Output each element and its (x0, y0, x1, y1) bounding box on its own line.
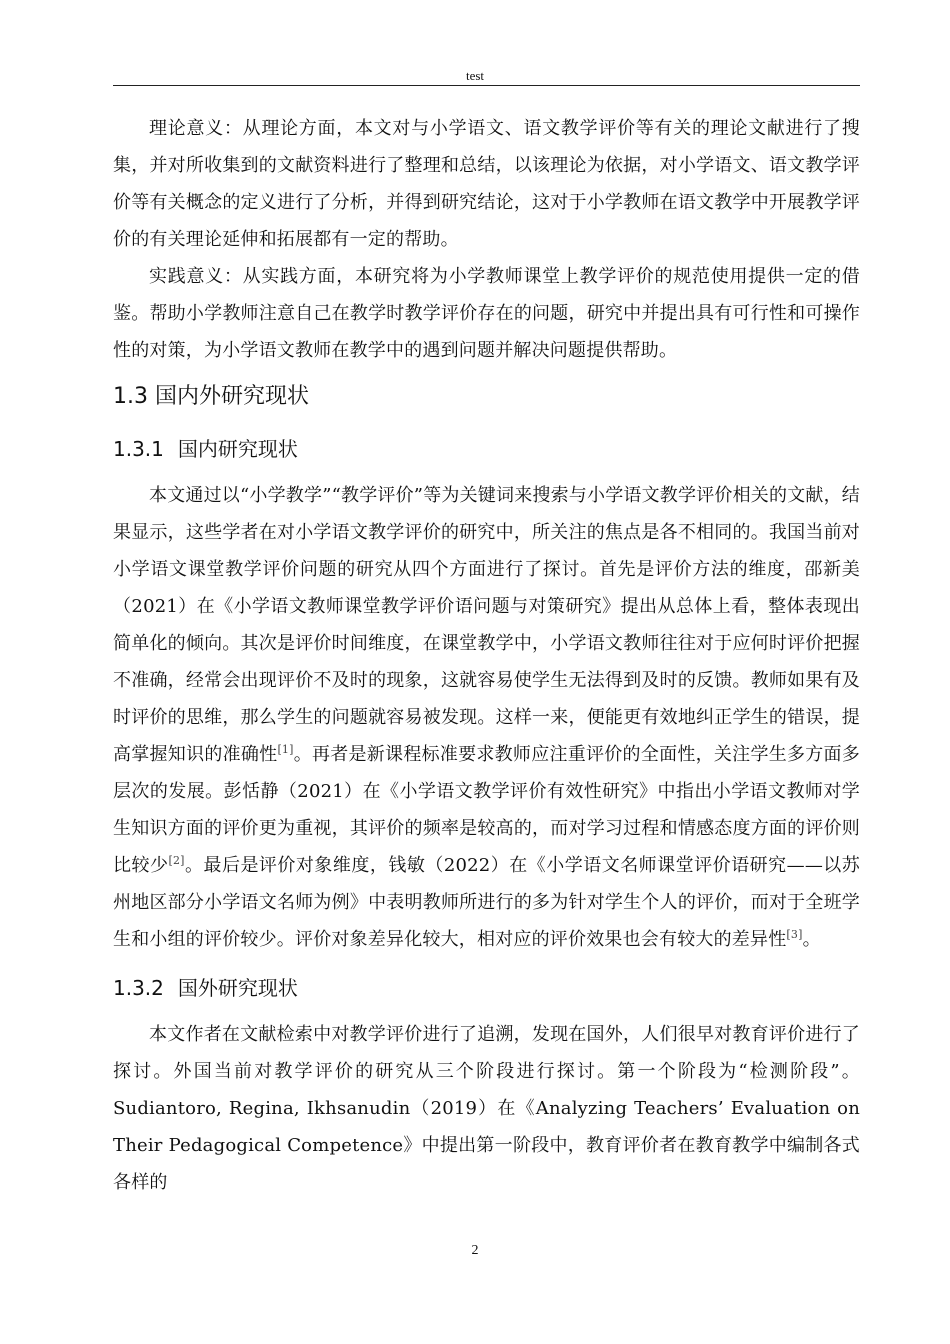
citation-ref: [3] (786, 928, 803, 941)
subsection-number: 1.3.1 (113, 437, 164, 461)
subsection-heading-foreign (113, 968, 860, 1008)
citation-ref: [2] (168, 854, 185, 867)
paragraph-theory: 理论意义：从理论方面，本文对与小学语文、语文教学评价等有关的理论文献进行了搜集，并对所收集到的文献资料进行了整理和总结，以该理论为依据，对小学语文、语文教学评价等有关概念的定义进行了分析，并得到研究结论，这对于小学教师在语文教学中开展教学评价的有关理论延伸和拓展都有一定的帮助。 (113, 118, 860, 250)
citation-ref: [1] (277, 743, 294, 756)
paragraph-foreign: 本文作者在文献检索中对教学评价进行了追溯，发现在国外，人们很早对教育评价进行了探讨。外国当前对教学评价的研究从三个阶段进行探讨。第一个阶段为“检测阶段”。Sudiantoro, Regina, Ikhsanudin（2019）在《Analyzing Teachers’ Evaluation on Their Pedagogical Competence》中提出第一阶段中，教育评价者在教育教学中编制各式各样的 (113, 1024, 860, 1193)
text-run: 。再者是新课程标准要求教师应注重评价的全面性，关注学生多方面多层次的发展。彭恬静（2021）在《小学语文教学评价有效性研究》中指出小学语文教师对学生知识方面的评价更为重视，其评价的频率是较高的，而对学习过程和情感态度方面的评价则比较少 (113, 744, 860, 876)
paragraph-practice: 实践意义：从实践方面，本研究将为小学教师课堂上教学评价的规范使用提供一定的借鉴。帮助小学教师注意自己在教学时教学评价存在的问题，研究中并提出具有可行性和可操作性的对策，为小学语文教师在教学中的遇到问题并解决问题提供帮助。 (113, 266, 860, 361)
header-rule (113, 85, 860, 86)
paragraph-domestic (113, 477, 860, 958)
subsection-number: 1.3.2 (113, 976, 164, 1000)
subsection-heading-domestic (113, 429, 860, 469)
subsection-title: 国内研究现状 (177, 437, 298, 461)
page-number: 2 (471, 1243, 479, 1258)
section-heading: 1.3 国内外研究现状 (113, 384, 309, 409)
page-body (113, 110, 860, 1201)
text-run: 。 (802, 929, 821, 950)
text-run: 本文通过以“小学教学”“教学评价”等为关键词来搜索与小学语文教学评价相关的文献，结果显示，这些学者在对小学语文教学评价的研究中，所关注的焦点是各不相同的。我国当前对小学语文课堂教学评价问题的研究从四个方面进行了探讨。首先是评价方法的维度，邵新美（2021）在《小学语文教师课堂教学评价语问题与对策研究》提出从总体上看，整体表现出简单化的倾向。其次是评价时间维度，在课堂教学中，小学语文教师往往对于应何时评价把握不准确，经常会出现评价不及时的现象，这就容易使学生无法得到及时的反馈。教师如果有及时评价的思维，那么学生的问题就容易被发现。这样一来，便能更有效地纠正学生的错误，提高掌握知识的准确性 (113, 485, 861, 765)
running-header: test (465, 68, 485, 83)
text-run: 。最后是评价对象维度，钱敏（2022）在《小学语文名师课堂评价语研究——以苏州地区部分小学语文名师为例》中表明教师所进行的多为针对学生个人的评价，而对于全班学生和小组的评价较少。评价对象差异化较大，相对应的评价效果也会有较大的差异性 (113, 855, 860, 950)
subsection-title: 国外研究现状 (177, 976, 298, 1000)
